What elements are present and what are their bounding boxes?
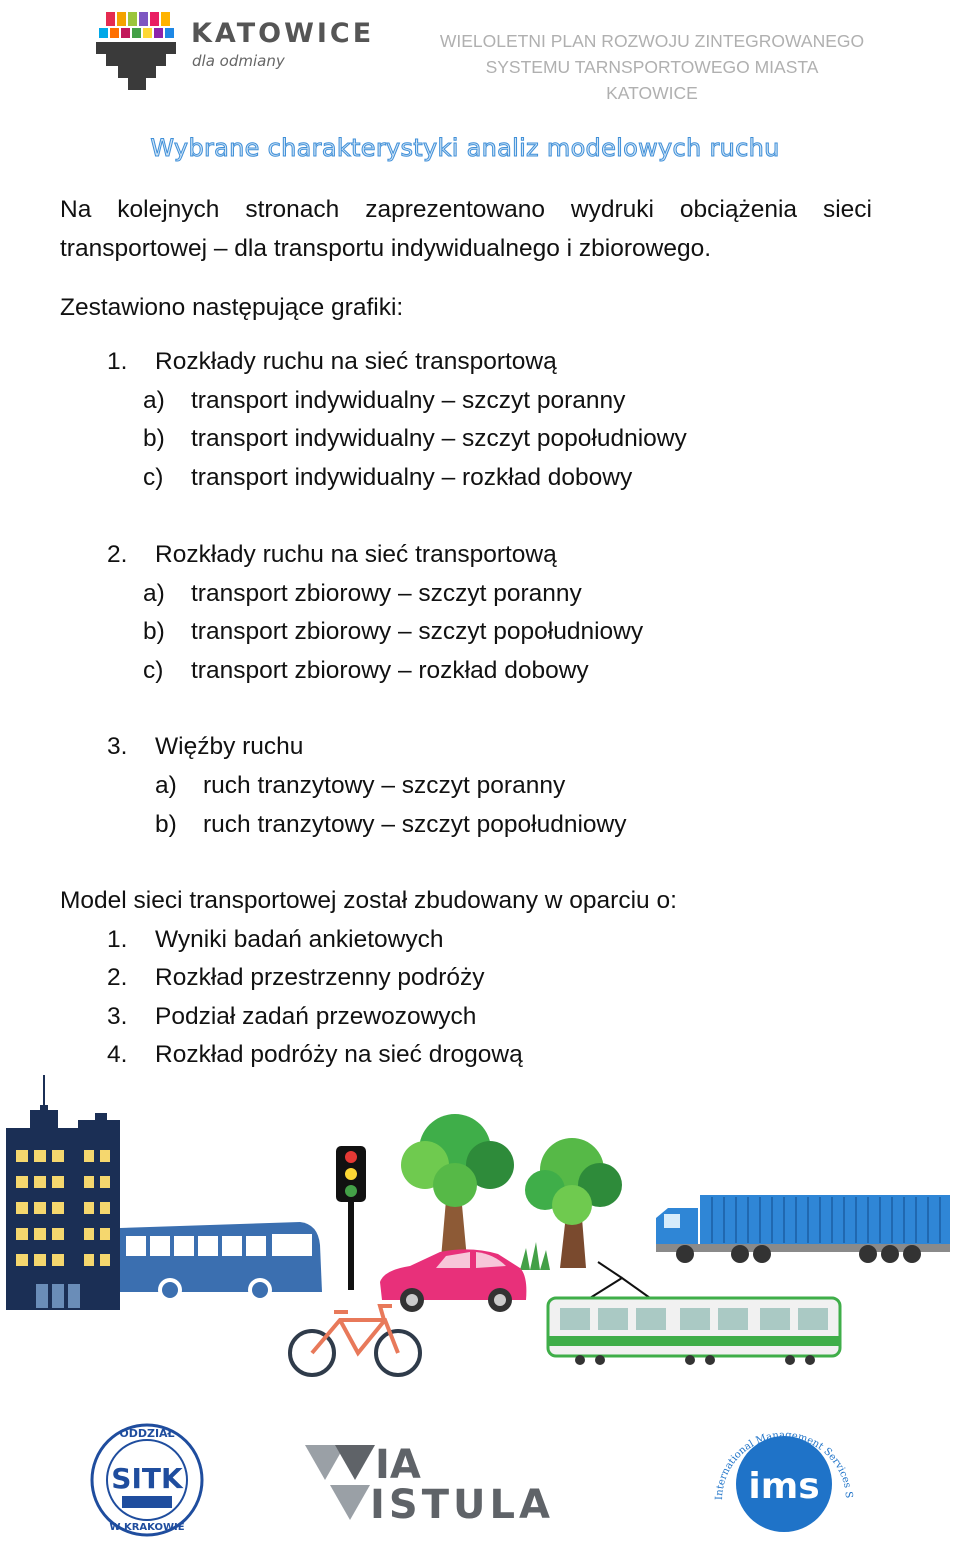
list-item: Wyniki badań ankietowych [155,926,444,953]
ims-text: ims [748,1466,820,1507]
list-letter: b) [143,425,165,452]
list-number: 4. [107,1041,128,1068]
sitk-logo [92,1425,202,1535]
document-title-line-1: WIELOLETNI PLAN ROZWOJU ZINTEGROWANEGO [439,31,865,51]
list-letter: b) [155,811,177,838]
sitk-ring-bottom: W KRAKOWIE [109,1522,185,1533]
list-item: ruch tranzytowy – szczyt poranny [203,772,566,799]
brand-name: KATOWICE [191,18,375,49]
graphics-heading: Zestawiono następujące grafiki: [60,294,404,321]
list-letter: b) [143,618,165,645]
brand-tagline: dla odmiany [192,52,285,70]
list-number: 1. [107,348,128,375]
car-icon [380,1249,526,1312]
truck-icon [656,1195,950,1263]
list-letter: c) [143,464,164,491]
list-title: Rozkłady ruchu na sieć transportową [155,541,557,568]
list-title: Rozkłady ruchu na sieć transportową [155,348,557,375]
list-number: 2. [107,964,128,991]
document-header [432,28,872,106]
grass-icon [520,1242,550,1270]
list-item: transport zbiorowy – rozkład dobowy [191,657,589,684]
tree-icon [401,1114,514,1270]
list-letter: a) [155,772,177,799]
tram-icon [548,1262,840,1365]
list-letter: a) [143,580,165,607]
bus-icon [120,1222,322,1302]
list-item: transport zbiorowy – szczyt poranny [191,580,582,607]
document-title-line-3: KATOWICE [606,83,698,103]
list-item: Podział zadań przewozowych [155,1003,477,1030]
list-item: Rozkład przestrzenny podróży [155,964,485,991]
traffic-light-icon [336,1146,366,1290]
list-item: transport indywidualny – rozkład dobowy [191,464,633,491]
ims-ring-text: International Management Services S [713,1429,855,1501]
list-number: 1. [107,926,128,953]
intro-paragraph: Na kolejnych stronach zaprezentowano wydruki obciążenia sieci transportowej – dla transportu indywidualnego i zbiorowego. [60,196,872,262]
list-item: Rozkład podróży na sieć drogową [155,1041,523,1068]
bicycle-icon [290,1306,420,1375]
list-item: ruch tranzytowy – szczyt popołudniowy [203,811,627,838]
list-number: 2. [107,541,128,568]
document-title-line-2: SYSTEMU TARNSPORTOWEGO MIASTA [485,57,819,77]
via-text: IA [375,1442,421,1488]
transport-illustration [0,1070,960,1400]
building-icon [6,1075,120,1310]
list-item: transport indywidualny – szczyt poranny [191,387,626,414]
section-title: Wybrane charakterystyki analiz modelowych ruchu [150,134,780,162]
list-number: 3. [107,733,128,760]
list-item: transport indywidualny – szczyt popołudniowy [191,425,687,452]
list-title: Więźby ruchu [155,733,304,760]
via-vistula-logo [305,1442,554,1528]
sitk-text: SITK [111,1462,183,1495]
list-number: 3. [107,1003,128,1030]
vistula-text: ISTULA [370,1482,554,1528]
list-letter: a) [143,387,165,414]
sitk-ring-top: ODDZIAŁ [119,1427,175,1440]
katowice-logo [96,10,375,95]
model-heading: Model sieci transportowej został zbudowany w oparciu o: [60,887,677,914]
list-item: transport zbiorowy – szczyt popołudniowy [191,618,644,645]
tree-icon [525,1138,622,1268]
footer-logos [0,1405,960,1541]
list-letter: c) [143,657,164,684]
katowice-pixel-icon [96,10,186,95]
